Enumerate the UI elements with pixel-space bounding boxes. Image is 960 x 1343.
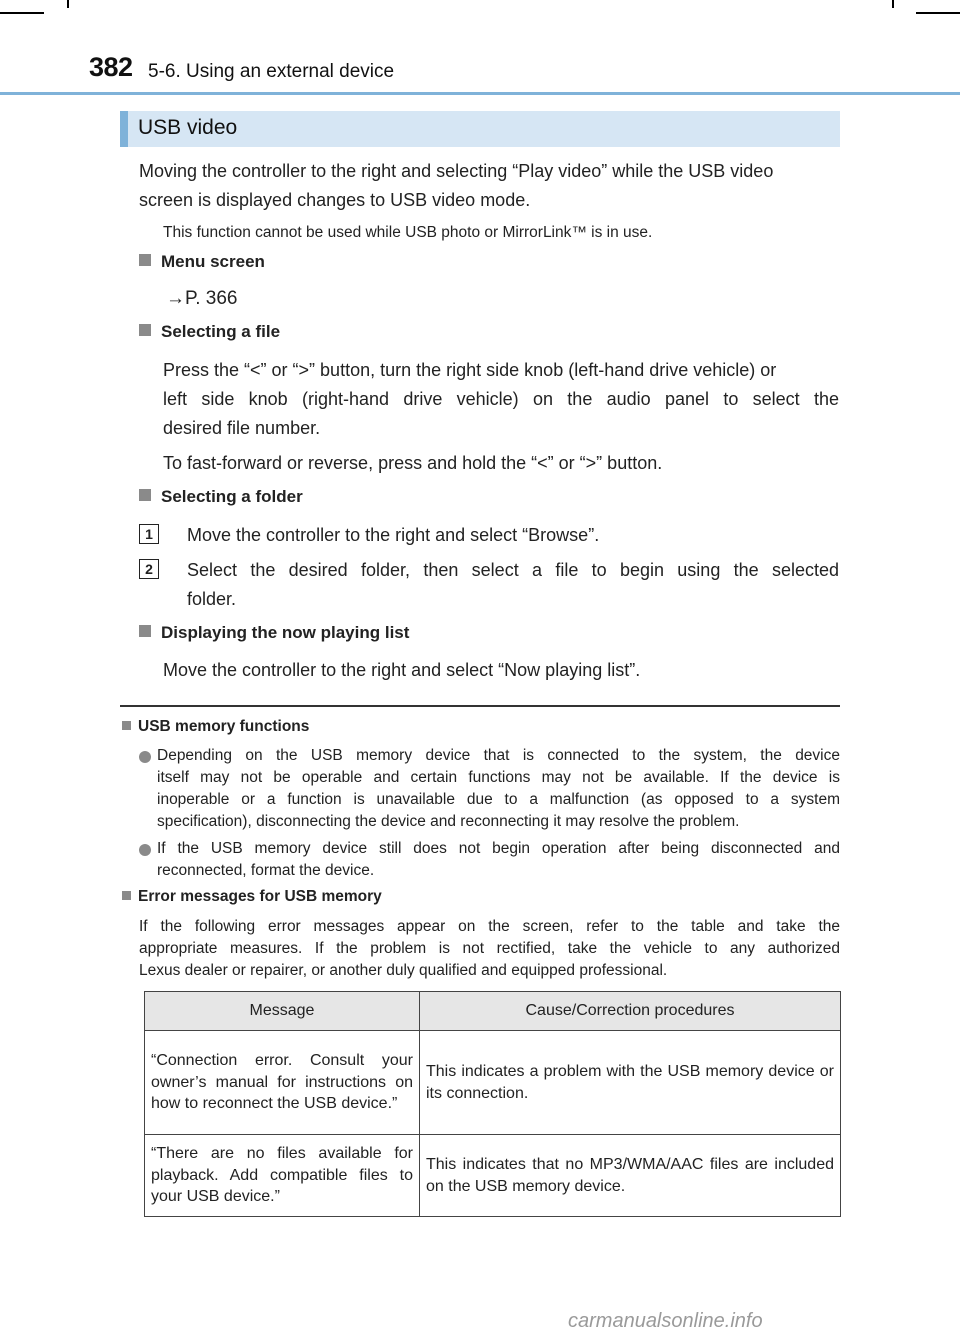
table-row — [145, 1031, 841, 1135]
square-marker-icon — [139, 489, 151, 501]
error-intro-line-2: appropriate measures. If the problem is not rectified, take the vehicle to any authorized — [139, 940, 840, 957]
square-marker-icon — [122, 721, 131, 730]
column-header-cause: Cause/Correction procedures — [420, 992, 841, 1031]
selecting-file-line-1: Press the “<” or “>” button, turn the right side knob (left-hand drive vehicle) or — [163, 360, 777, 380]
message-cell: “Connection error. Consult your owner’s manual for instructions on how to reconnect the USB device.” — [145, 1031, 420, 1135]
table-row — [145, 1135, 841, 1217]
square-marker-icon — [139, 324, 151, 336]
bullet-1-line-2: itself may not be operable and certain functions may not be available. If the device is — [157, 769, 840, 786]
cause-cell: This indicates that no MP3/WMA/AAC files are included on the USB memory device. — [420, 1135, 841, 1217]
usb-memory-functions-heading: USB memory functions — [122, 718, 309, 736]
step-number-2: 2 — [139, 559, 159, 579]
circle-bullet-icon — [139, 844, 151, 856]
selecting-file-line-3: desired file number. — [163, 418, 321, 438]
page-header — [0, 0, 960, 96]
error-messages-table — [144, 991, 841, 1217]
selecting-file-heading: Selecting a file — [139, 322, 280, 342]
footer-watermark: carmanualsonline.info — [568, 1310, 763, 1332]
step-number-1: 1 — [139, 524, 159, 544]
now-playing-heading: Displaying the now playing list — [139, 623, 409, 643]
bullet-2-line-1: If the USB memory device still does not begin operation after being disconnected and — [157, 840, 840, 857]
message-cell: “There are no files available for playback. Add compatible files to your USB device.” — [145, 1135, 420, 1217]
error-messages-heading: Error messages for USB memory — [122, 888, 382, 906]
square-marker-icon — [139, 625, 151, 637]
usb-video-title-box — [120, 111, 840, 147]
column-header-message: Message — [145, 992, 420, 1031]
error-intro-line-1: If the following error messages appear on the screen, refer to the table and take the — [139, 918, 840, 935]
section-title: 5-6. Using an external device — [148, 61, 395, 82]
header-rule — [0, 92, 960, 95]
folder-step-2-line-1: Select the desired folder, then select a file to begin using the selected — [187, 560, 839, 580]
square-marker-icon — [139, 254, 151, 266]
selecting-file-line-4: To fast-forward or reverse, press and hold the “<” or “>” button. — [163, 453, 663, 473]
selecting-folder-heading: Selecting a folder — [139, 487, 303, 507]
cause-cell: This indicates a problem with the USB memory device or its connection. — [420, 1031, 841, 1135]
square-marker-icon — [122, 891, 131, 900]
now-playing-text: Move the controller to the right and select “Now playing list”. — [163, 660, 641, 680]
usb-video-title: USB video — [138, 116, 238, 139]
bullet-2-line-2: reconnected, format the device. — [157, 862, 375, 879]
bullet-1-line-1: Depending on the USB memory device that is connected to the system, the device — [157, 747, 840, 764]
folder-step-1-text: Move the controller to the right and select “Browse”. — [187, 525, 600, 545]
bullet-1-line-4: specification), disconnecting the device and reconnecting it may resolve the problem. — [157, 813, 740, 830]
page-number: 382 — [89, 52, 133, 82]
selecting-file-line-2: left side knob (right-hand drive vehicle) on the audio panel to select the — [163, 389, 839, 409]
title-accent-bar — [120, 111, 128, 147]
table-header-row — [145, 992, 841, 1031]
bullet-1-line-3: inoperable or a function is unavailable due to a malfunction (as opposed to a system — [157, 791, 840, 808]
menu-screen-heading: Menu screen — [139, 252, 265, 272]
section-divider — [120, 705, 840, 707]
intro-line-1: Moving the controller to the right and selecting “Play video” while the USB video — [139, 161, 774, 181]
usage-note: This function cannot be used while USB photo or MirrorLink™ is in use. — [163, 224, 653, 241]
intro-line-2: screen is displayed changes to USB video mode. — [139, 190, 531, 210]
circle-bullet-icon — [139, 751, 151, 763]
menu-screen-page-link[interactable]: →P. 366 — [166, 288, 238, 309]
folder-step-2-line-2: folder. — [187, 589, 237, 609]
error-intro-line-3: Lexus dealer or repairer, or another duly qualified and equipped professional. — [139, 962, 668, 979]
